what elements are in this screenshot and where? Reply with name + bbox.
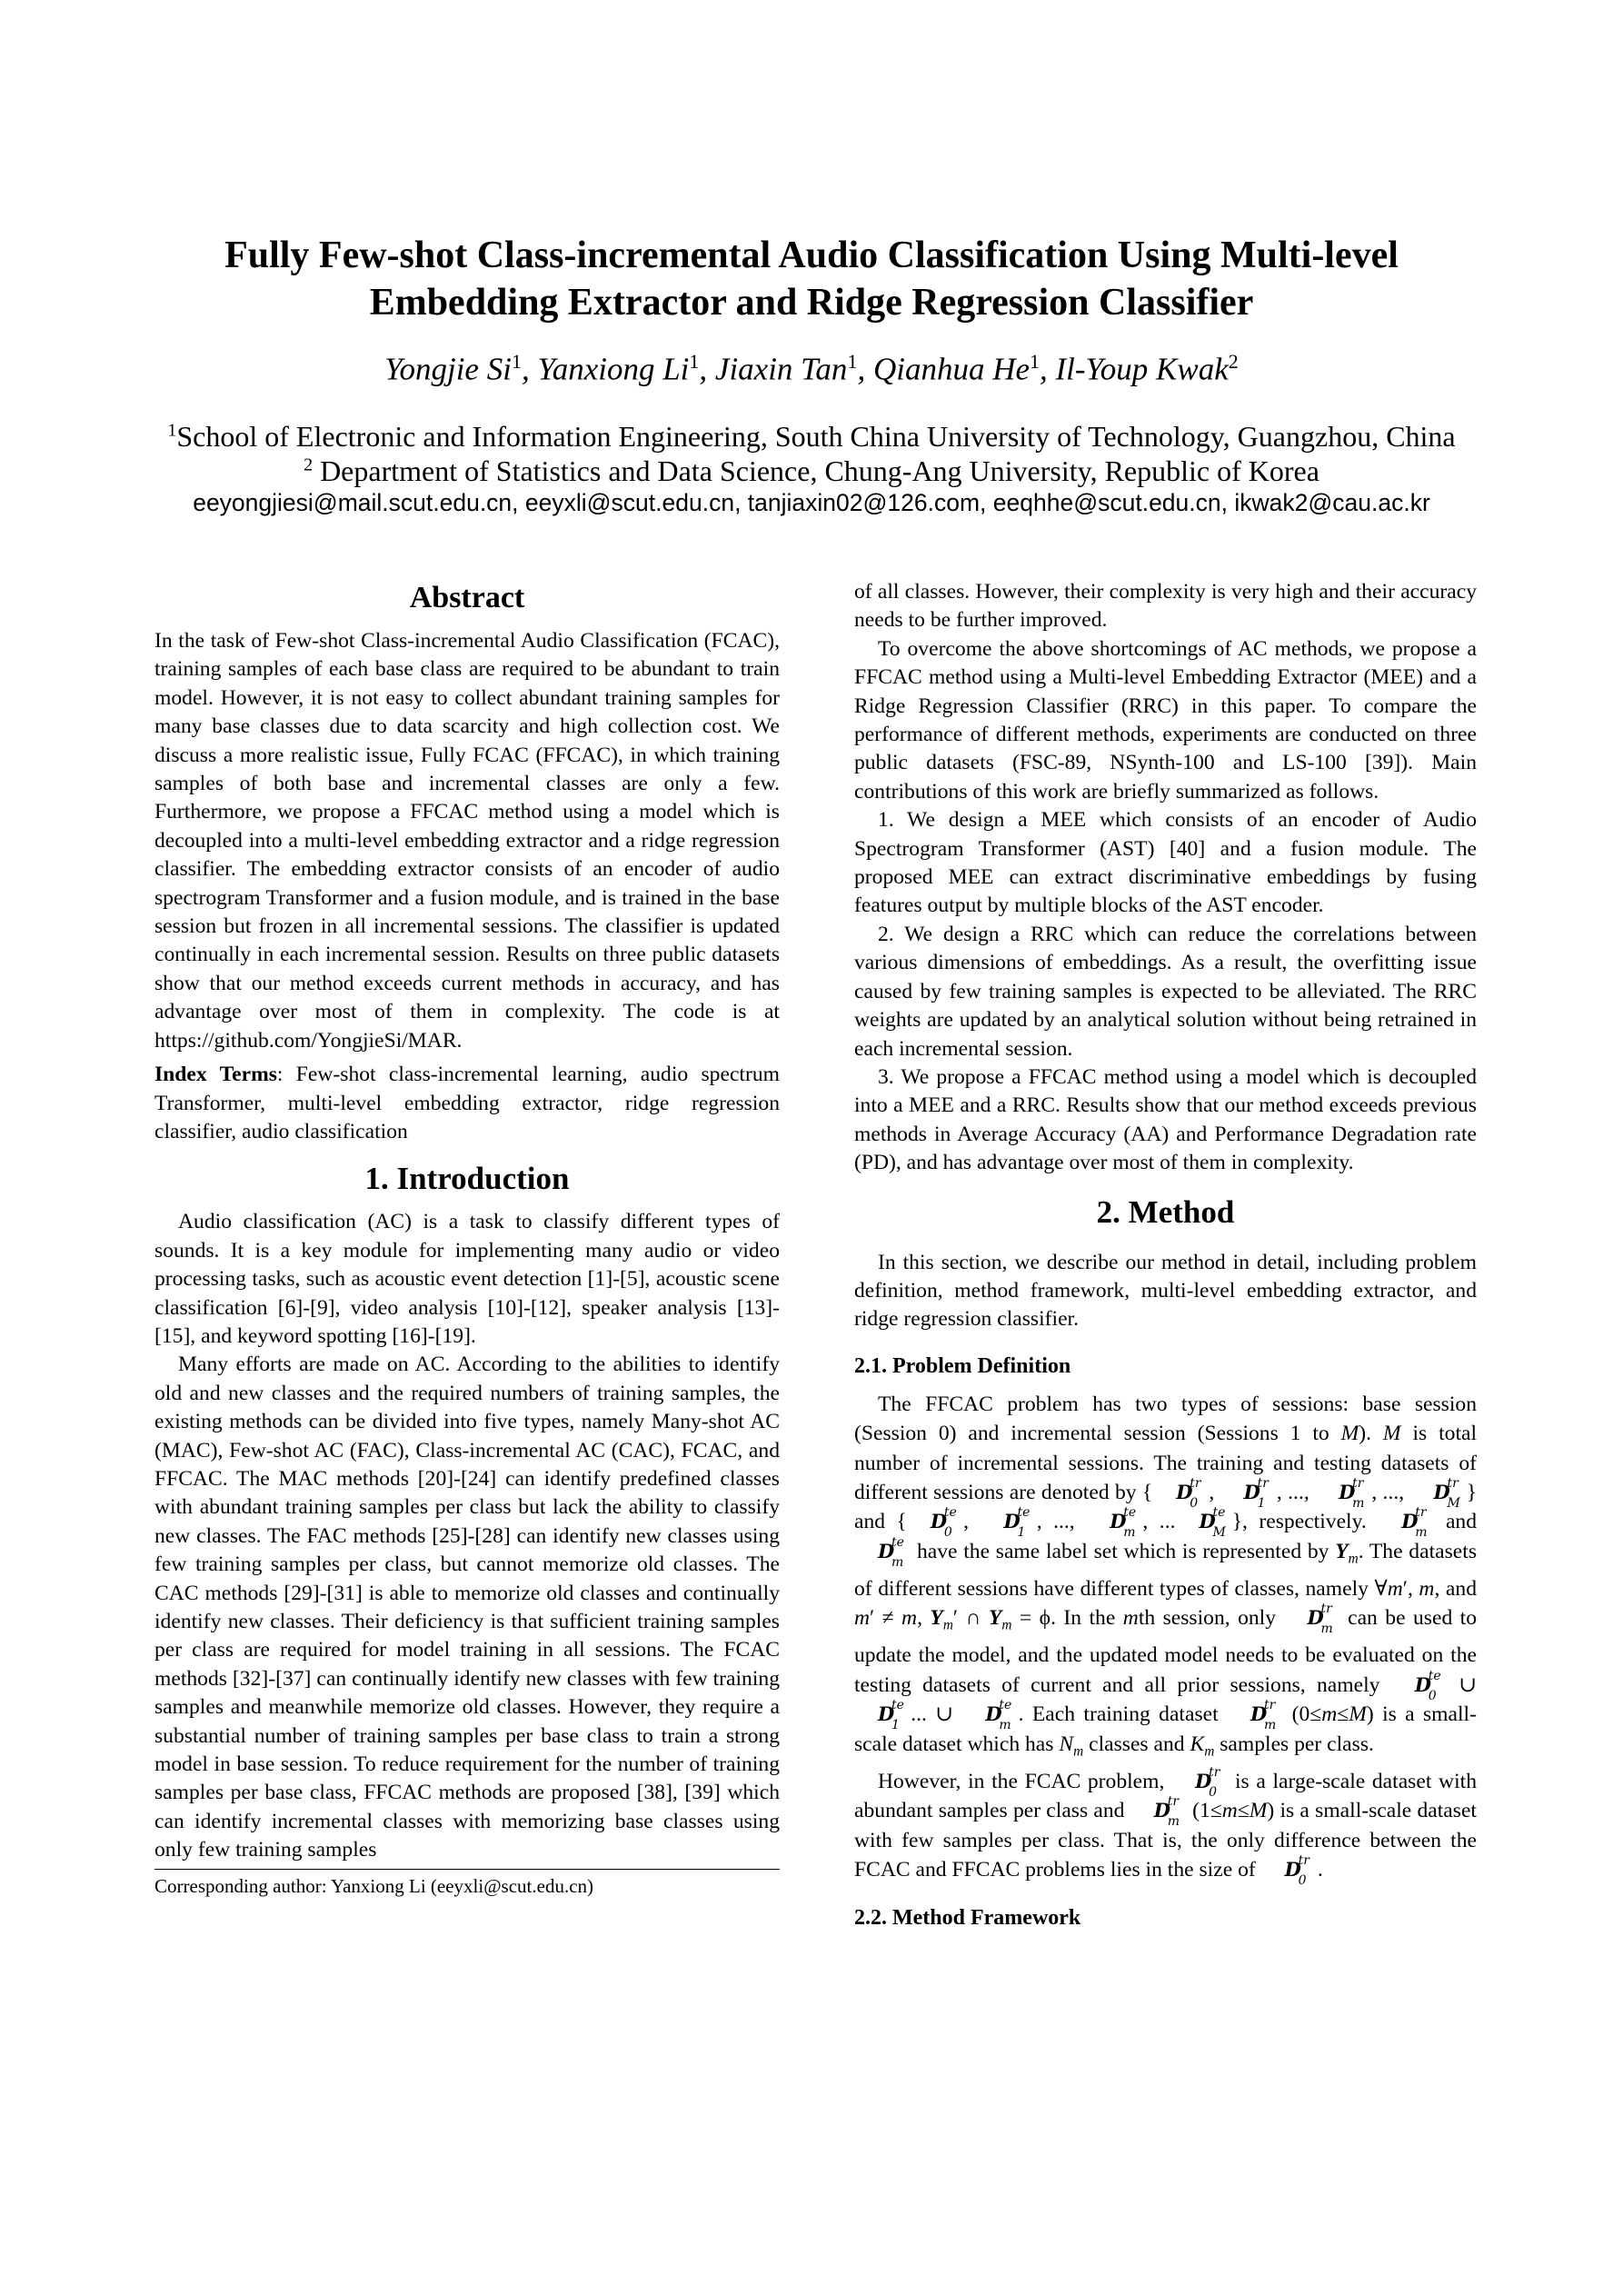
right-paragraph-1: To overcome the above shortcomings of AC methods, we propose a FFCAC method using a Multi-level Embedding Extractor (MEE) and a Ridge Regression Classifier (RRC) in this paper. To compare the performance of different methods, experiments are conducted on three public datasets (FSC-89, NSynth-100 and LS-100 [39]). Main contributions of this work are briefly summarized as follows. [854,636,1477,804]
index-terms-text: : Few-shot class-incremental learning, audio spectrum Transformer, multi-level embedding extractor, ridge regression classifier, audio classification [154,1063,780,1143]
index-terms [154,1061,780,1146]
footnote-rule [154,1869,780,1870]
affiliation-text: Department of Statistics and Data Science, Chung-Ang University, Republic of Korea [313,454,1319,487]
affiliation-mark: 1 [167,420,177,441]
contribution-3: 3. We propose a FFCAC method using a model which is decoupled into a MEE and a RRC. Results show that our method exceeds previous methods in Average Accuracy (AA) and Performance Degradation rate (PD), and has advantage over most of them in complexity. [854,1064,1477,1175]
affiliation-1 [109,420,1514,454]
contribution-1: 1. We design a MEE which consists of an encoder of Audio Spectrogram Transformer (AST) [40] and a fusion module. The proposed MEE can extract discriminative embeddings by fusing features output by multiple blocks of the AST encoder. [854,808,1477,918]
method-intro: In this section, we describe our method in detail, including problem definition, method framework, multi-level embedding extractor, and ridge regression classifier. [854,1250,1477,1332]
affiliation-2 [109,454,1514,488]
right-paragraph-continued: of all classes. However, their complexity is very high and their accuracy needs to be further improved. [854,580,1477,633]
right-column [854,578,1477,1932]
intro-paragraph-2: Many efforts are made on AC. According to the abilities to identify old and new classes and the required numbers of training samples, the existing methods can be divided into five types, namely Many-shot AC (MAC), Few-shot AC (FAC), Class-incremental AC (CAC), FCAC, and FFCAC. The MAC methods [20]-[24] can identify predefined classes with abundant training samples per class but lack the ability to classify new classes. The FAC methods [25]-[28] can identify new classes using few training samples per class, but cannot memorize old classes. The CAC methods [29]-[31] is able to memorize old classes and continually identify new classes. Their deficiency is that sufficient training samples per class are required for model training in all sessions. The FCAC methods [32]-[37] can continually identify new classes with few training samples and meanwhile memorize old classes. However, they require a substantial number of training samples per base class to train a strong model in base session. To reduce requirement for the number of training samples per base class, FFCAC methods are proposed [38], [39] which can identify incremental classes with memorizing base classes using only few training samples [154,1353,780,1862]
problem-definition-paragraph-2: However, in the FCAC problem, D tr 0 is a large-scale dataset with abundant samples per class and D tr m (1≤m≤M) is a small-scale dataset with few samples per class. That is, the only difference between the FCAC and FFCAC problems lies in the size of D tr 0 . [854,1764,1477,1888]
abstract-heading: Abstract [409,581,525,614]
author-mark: 1 [511,350,522,373]
left-column [154,578,780,1899]
subsection-problem-definition: 2.1. Problem Definition [854,1353,1071,1378]
footnote: Corresponding author: Yanxiong Li (eeyxli@scut.edu.cn) [154,1874,594,1897]
title-line-2: Embedding Extractor and Ridge Regression Classifier [369,282,1254,324]
abstract-text: In the task of Few-shot Class-incremental Audio Classification (FCAC), training samples of each base class are required to be abundant to train model. However, it is not easy to collect abundant training samples for many base classes due to data scarcity and high collection cost. We discuss a more realistic issue, Fully FCAC (FFCAC), in which training samples of both base and incremental classes are only a few. Furthermore, we propose a FFCAC method using a model which is decoupled into a multi-level embedding extractor and a ridge regression classifier. The embedding extractor consists of an encoder of audio spectrogram Transformer and a fusion module, and is trained in the base session but frozen in all incremental sessions. The classifier is updated continually in each incremental session. Results on three public datasets show that our method exceeds current methods in accuracy, and has advantage over most of them in complexity. The code is at https://github.com/YongjieSi/MAR. [154,629,780,1053]
author-mark: 1 [1030,350,1040,373]
author: Yanxiong Li [537,351,690,387]
index-terms-label: Index Terms [154,1063,277,1087]
author-list: Yongjie Si$^1$, Yanxiong Li$^1$, Jiaxin Tan$^1$, Qianhua He$^1$, Il-Youp Kwak$^2$ [384,350,1239,387]
problem-definition-paragraph-1: The FFCAC problem has two types of sessions: base session (Session 0) and incremental session (Sessions 1 to M). M is total number of incremental sessions. The training and testing datasets of different sessions are denoted by { D tr 0 , D tr 1 , ..., D tr m , ..., D tr M } and { D te 0 , D te 1 , ..., D te m , ... D te M }, respectively. D tr m and D te m have the same label set which is represented by $Y_m$. The datasets of different sessions have different types of classes, namely ∀m′, m, and m′ ≠ m, $Y_m'$ ∩ $Y_m = \phi$. In the mth session, only D tr m can be used to update the model, and the updated model needs to be evaluated on the testing datasets of current and all prior sessions, namely D te 0 ∪ D te 1 ... ∪ D te m . Each training dataset D tr m (0≤m≤M) is a small-scale dataset which has $N_m$ classes and $K_m$ samples per class. [854,1392,1478,1760]
author: Jiaxin Tan [714,351,848,387]
introduction-heading: 1. Introduction [364,1161,570,1197]
method-heading: 2. Method [1096,1193,1235,1230]
intro-paragraph-1: Audio classification (AC) is a task to classify different types of sounds. It is a key module for implementing many audio or video processing tasks, such as acoustic event detection [1]-[5], acoustic scene classification [6]-[9], video analysis [10]-[12], speaker analysis [13]-[15], and keyword spotting [16]-[19]. [154,1210,780,1348]
affiliation-mark: 2 [304,454,314,475]
author-mark: 1 [847,350,858,373]
affiliation-text: School of Electronic and Information Engineering, South China University of Technology, Guangzhou, China [176,420,1456,453]
author: Yongjie Si [384,351,512,387]
author-mark: 2 [1228,350,1239,373]
contribution-2: 2. We design a RRC which can reduce the correlations between various dimensions of embeddings. As a result, the overfitting issue caused by few training samples is expected to be alleviated. The RRC weights are updated by an analytical solution without being retrained in each incremental session. [854,922,1477,1061]
author-mark: 1 [689,350,700,373]
author-emails: eeyongjiesi@mail.scut.edu.cn, eeyxli@scut.edu.cn, tanjiaxin02@126.com, eeqhhe@scut.edu.cn, ikwak2@cau.ac.kr [193,489,1430,516]
subsection-method-framework: 2.2. Method Framework [854,1906,1081,1931]
paper-title [109,232,1514,326]
title-line-1: Fully Few-shot Class-incremental Audio Classification Using Multi-level [224,235,1399,276]
author: Il-Youp Kwak [1055,351,1229,387]
author: Qianhua He [872,351,1030,387]
